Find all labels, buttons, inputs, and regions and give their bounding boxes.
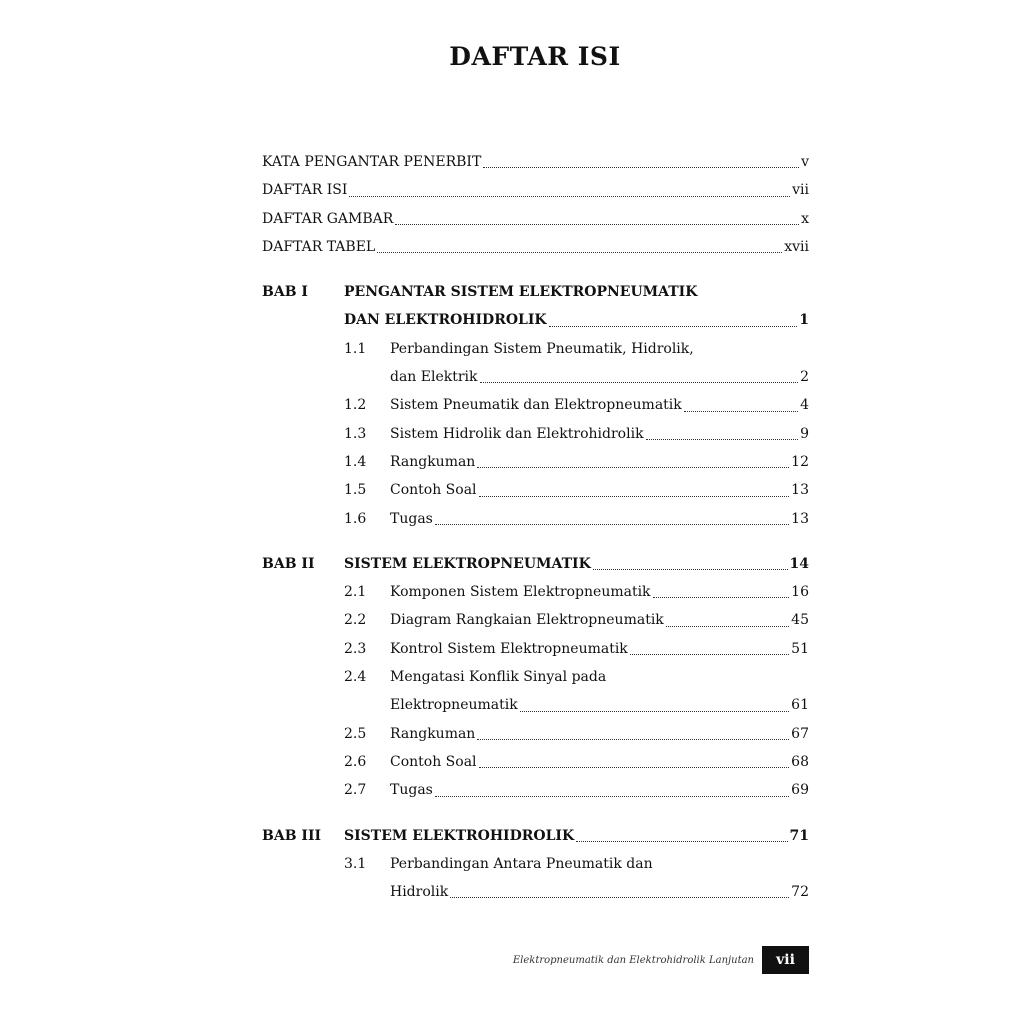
section-1-1[interactable] [262, 363, 809, 391]
chapter-1-heading [262, 278, 809, 306]
chapter-page: 71 [789, 827, 809, 844]
section-page: 69 [791, 782, 809, 799]
page-title: DAFTAR ISI [449, 42, 621, 71]
section-2-5[interactable] [262, 720, 809, 748]
toc-entry-label: DAFTAR TABEL [262, 238, 376, 255]
section-title: Diagram Rangkaian Elektropneumatik [390, 612, 664, 629]
dot-leader [653, 597, 790, 598]
section-2-2[interactable] [262, 606, 809, 634]
section-page: 2 [800, 369, 809, 386]
section-title: Rangkuman [390, 453, 476, 470]
dot-leader [450, 897, 789, 898]
section-number: 1.6 [344, 510, 367, 527]
toc-entry-kata-pengantar[interactable] [262, 148, 809, 176]
chapter-number: BAB III [262, 827, 322, 844]
section-page: 67 [791, 725, 809, 742]
section-1-3[interactable] [262, 420, 809, 448]
section-title-line2: Hidrolik [390, 884, 449, 901]
section-title: Rangkuman [390, 725, 476, 742]
section-number: 2.2 [344, 612, 367, 629]
section-title: Contoh Soal [390, 482, 477, 499]
section-2-3[interactable] [262, 635, 809, 663]
section-number: 2.6 [344, 753, 367, 770]
section-page: 9 [800, 425, 809, 442]
dot-leader [349, 196, 790, 197]
section-1-5[interactable] [262, 476, 809, 504]
section-page: 13 [791, 510, 809, 527]
section-2-6[interactable] [262, 748, 809, 776]
section-number: 1.2 [344, 397, 367, 414]
section-title: Sistem Hidrolik dan Elektrohidrolik [390, 425, 644, 442]
section-page: 72 [791, 884, 809, 901]
chapter-page: 1 [799, 312, 809, 329]
dot-leader [593, 569, 788, 570]
toc-entry-daftar-gambar[interactable] [262, 205, 809, 233]
section-3-1-line1 [262, 850, 809, 878]
section-title: Kontrol Sistem Elektropneumatik [390, 640, 628, 657]
chapter-1-entry[interactable] [262, 306, 809, 334]
section-2-4-line1 [262, 663, 809, 691]
toc-entry-page: vii [792, 182, 809, 199]
section-title: Perbandingan Antara Pneumatik dan [390, 855, 653, 872]
chapter-title-line2: DAN ELEKTROHIDROLIK [344, 312, 547, 329]
running-title: Elektropneumatik dan Elektrohidrolik Lanjutan [512, 954, 754, 966]
section-2-4[interactable] [262, 691, 809, 719]
dot-leader [479, 767, 790, 768]
dot-leader [435, 796, 789, 797]
section-3-1[interactable] [262, 878, 809, 906]
dot-leader [520, 711, 789, 712]
dot-leader [435, 524, 789, 525]
dot-leader [477, 739, 789, 740]
toc-entry-daftar-tabel[interactable] [262, 233, 809, 261]
chapter-number: BAB I [262, 284, 308, 301]
page-footer [500, 946, 809, 974]
section-number: 1.3 [344, 425, 367, 442]
section-title: Komponen Sistem Elektropneumatik [390, 584, 651, 601]
section-title: Contoh Soal [390, 753, 477, 770]
section-title-line2: dan Elektrik [390, 369, 478, 386]
chapter-2-entry[interactable] [262, 550, 809, 578]
section-number: 2.5 [344, 725, 367, 742]
section-page: 4 [800, 397, 809, 414]
chapter-title-line1: SISTEM ELEKTROPNEUMATIK [344, 555, 591, 572]
dot-leader [684, 411, 798, 412]
toc-entry-page: xvii [784, 238, 809, 255]
section-page: 51 [791, 640, 809, 657]
chapter-title-line1: PENGANTAR SISTEM ELEKTROPNEUMATIK [344, 284, 698, 301]
section-1-6[interactable] [262, 505, 809, 533]
dot-leader [395, 224, 799, 225]
section-page: 68 [791, 753, 809, 770]
toc-entry-label: DAFTAR GAMBAR [262, 210, 394, 227]
table-of-contents [262, 148, 809, 906]
section-title-line2: Elektropneumatik [390, 697, 518, 714]
dot-leader [479, 496, 790, 497]
section-1-2[interactable] [262, 391, 809, 419]
section-title: Tugas [390, 782, 433, 799]
section-title: Perbandingan Sistem Pneumatik, Hidrolik, [390, 340, 694, 357]
section-page: 12 [791, 453, 809, 470]
dot-leader [666, 626, 789, 627]
dot-leader [483, 167, 799, 168]
toc-entry-label: DAFTAR ISI [262, 182, 348, 199]
chapter-title-line1: SISTEM ELEKTROHIDROLIK [344, 827, 575, 844]
section-number: 2.1 [344, 584, 367, 601]
section-1-4[interactable] [262, 448, 809, 476]
section-number: 2.4 [344, 669, 367, 686]
section-1-1-line1 [262, 335, 809, 363]
section-number: 1.4 [344, 453, 367, 470]
chapter-number: BAB II [262, 555, 315, 572]
chapter-3-entry[interactable] [262, 822, 809, 850]
toc-entry-page: v [801, 154, 809, 170]
section-2-7[interactable] [262, 776, 809, 804]
section-page: 16 [791, 584, 809, 601]
dot-leader [477, 467, 789, 468]
dot-leader [549, 326, 798, 327]
chapter-page: 14 [789, 555, 809, 572]
toc-entry-label: KATA PENGANTAR PENERBIT [262, 154, 482, 170]
section-title: Sistem Pneumatik dan Elektropneumatik [390, 397, 682, 414]
section-page: 61 [791, 697, 809, 714]
section-number: 3.1 [344, 855, 367, 872]
section-title: Tugas [390, 510, 433, 527]
toc-entry-page: x [801, 210, 809, 227]
section-title: Mengatasi Konflik Sinyal pada [390, 669, 607, 686]
dot-leader [576, 841, 787, 842]
dot-leader [377, 252, 782, 253]
section-number: 2.3 [344, 640, 367, 657]
section-page: 45 [791, 612, 809, 629]
section-number: 2.7 [344, 782, 367, 799]
section-2-1[interactable] [262, 578, 809, 606]
section-number: 1.1 [344, 340, 367, 357]
section-number: 1.5 [344, 482, 367, 499]
page-number-badge: vii [762, 946, 809, 974]
dot-leader [480, 382, 799, 383]
toc-entry-daftar-isi[interactable] [262, 176, 809, 204]
section-page: 13 [791, 482, 809, 499]
dot-leader [630, 654, 789, 655]
dot-leader [646, 439, 799, 440]
